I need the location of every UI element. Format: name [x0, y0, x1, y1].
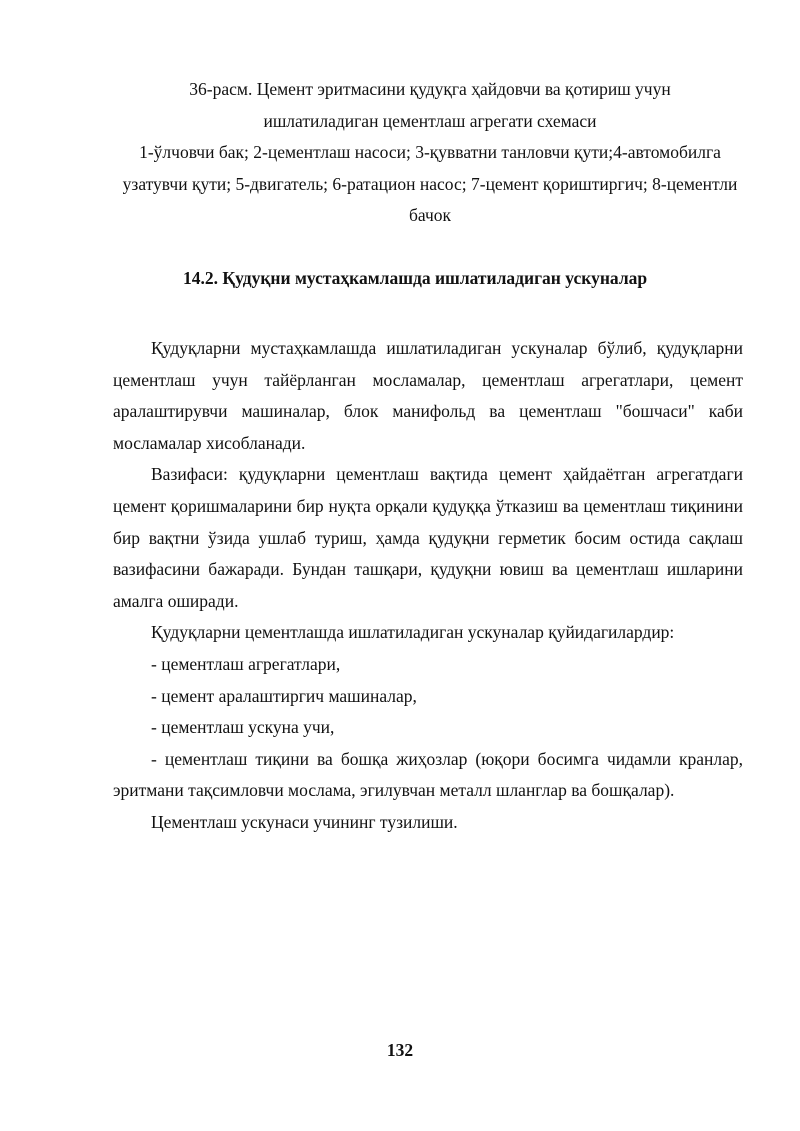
paragraph-structure: Цементлаш ускунаси учининг тузилиши. — [151, 811, 458, 832]
caption-title-line2: ишлатиладиган цементлаш агрегати схемаси — [263, 110, 597, 131]
list-item: - цементлаш ускуна учи, — [151, 717, 335, 738]
caption-legend: 1-ўлчовчи бак; 2-цементлаш насоси; 3-қувватни танловчи қути;4-автомобилга узатувчи қути; 5-двигатель; 6-ратацион насос; 7-цемент қориштиргич; 8-цементли бачок — [122, 142, 738, 225]
page-number: 132 — [386, 1040, 414, 1060]
figure-caption — [110, 74, 750, 232]
paragraph-purpose: Вазифаси: қудуқларни цементлаш вақтида цемент ҳайдаётган агрегатдаги цемент қоришмаларини бир нуқта орқали қудуққа ўтказиш ва цементлаш тиқинини бир вақтни ўзида ушлаб туриш, ҳамда қудуқни герметик босим остида сақлаш вазифасини бажаради. Бундан ташқари, қудуқни ювиш ва цементлаш ишларини амалга оширади. — [113, 464, 743, 611]
list-item: - цементлаш тиқини ва бошқа жиҳозлар (юқори босимга чидамли кранлар, эритмани тақсимловчи мослама, эгилувчан металл шланглар ва бошқалар). — [113, 748, 743, 801]
list-item: - цементлаш агрегатлари, — [151, 653, 341, 674]
paragraph-equipment-intro: Қудуқларни мустаҳкамлашда ишлатиладиган ускуналар бўлиб, қудуқларни цементлаш учун тайёрланган мосламалар, цементлаш агрегатлари, цемент аралаштирувчи машиналар, блок манифольд ва цементлаш "бошчаси" каби мосламалар хисобланади. — [113, 338, 743, 453]
list-item: - цемент аралаштиргич машиналар, — [151, 685, 417, 706]
section-heading: 14.2. Қудуқни мустаҳкамлашда ишлатиладиган ускуналар — [183, 268, 648, 288]
body-text — [113, 333, 743, 839]
caption-title-line1: 36-расм. Цемент эритмасини қудуқга ҳайдовчи ва қотириш учун — [189, 79, 671, 99]
paragraph-list-intro: Қудуқларни цементлашда ишлатиладиган ускуналар қуйидагилардир: — [151, 622, 675, 643]
